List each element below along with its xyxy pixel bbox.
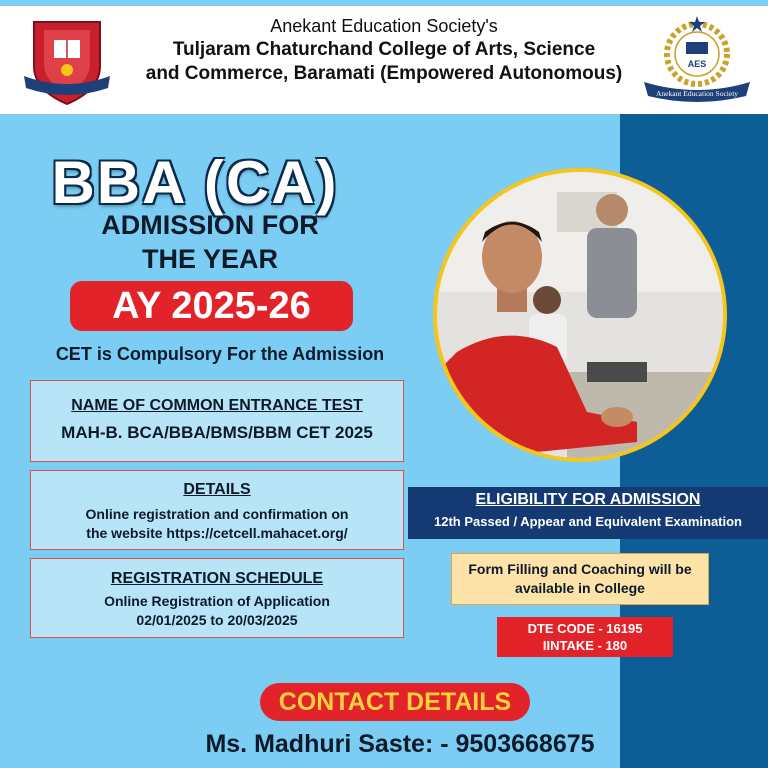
- contact-person: Ms. Madhuri Saste: - 9503668675: [205, 730, 595, 758]
- society-name: Anekant Education Society's: [270, 16, 498, 36]
- eligibility-value: 12th Passed / Appear and Equivalent Examination: [434, 514, 742, 529]
- codes-box: [497, 617, 673, 657]
- admission-line-1: ADMISSION FOR: [101, 210, 319, 240]
- aes-logo-text: AES: [687, 59, 707, 69]
- cet-note: CET is Compulsory For the Admission: [55, 344, 385, 364]
- admission-heading: [60, 208, 360, 276]
- details-title: DETAILS: [183, 481, 251, 498]
- aes-logo: [642, 12, 752, 108]
- college-logo: [22, 18, 112, 108]
- entrance-test-box: [30, 380, 404, 462]
- form-filling-note: [451, 553, 709, 605]
- schedule-box: [30, 558, 404, 638]
- schedule-title: REGISTRATION SCHEDULE: [110, 570, 324, 587]
- header-text: [120, 14, 648, 86]
- intake: IINTAKE - 180: [542, 638, 628, 653]
- entrance-test-value: MAH-B. BCA/BBA/BMS/BBM CET 2025: [61, 423, 373, 442]
- schedule-line-1: Online Registration of Application: [104, 593, 330, 609]
- college-name-line1: Tuljaram Chaturchand College of Arts, Science: [172, 39, 596, 60]
- dte-code: DTE CODE - 16195: [527, 621, 643, 636]
- details-line-2: the website https://cetcell.mahacet.org/: [86, 525, 348, 541]
- entrance-test-title: NAME OF COMMON ENTRANCE TEST: [71, 397, 363, 414]
- academic-year-badge: AY 2025-26: [70, 281, 353, 331]
- student-photo: [433, 168, 727, 462]
- admission-line-2: THE YEAR: [141, 244, 279, 274]
- eligibility-title: ELIGIBILITY FOR ADMISSION: [475, 491, 701, 508]
- college-name-line2: and Commerce, Baramati (Empowered Autonomous): [145, 63, 623, 84]
- details-line-1: Online registration and confirmation on: [85, 506, 349, 522]
- aes-ribbon-text: Anekant Education Society: [655, 89, 739, 98]
- eligibility-box: [408, 487, 768, 539]
- form-note-line-1: Form Filling and Coaching will be: [468, 561, 692, 577]
- course-title: BBA (CA): [51, 149, 339, 216]
- schedule-line-2: 02/01/2025 to 20/03/2025: [136, 612, 298, 628]
- details-box: [30, 470, 404, 550]
- contact-details-badge: CONTACT DETAILS: [260, 683, 530, 721]
- form-note-line-2: available in College: [515, 580, 645, 596]
